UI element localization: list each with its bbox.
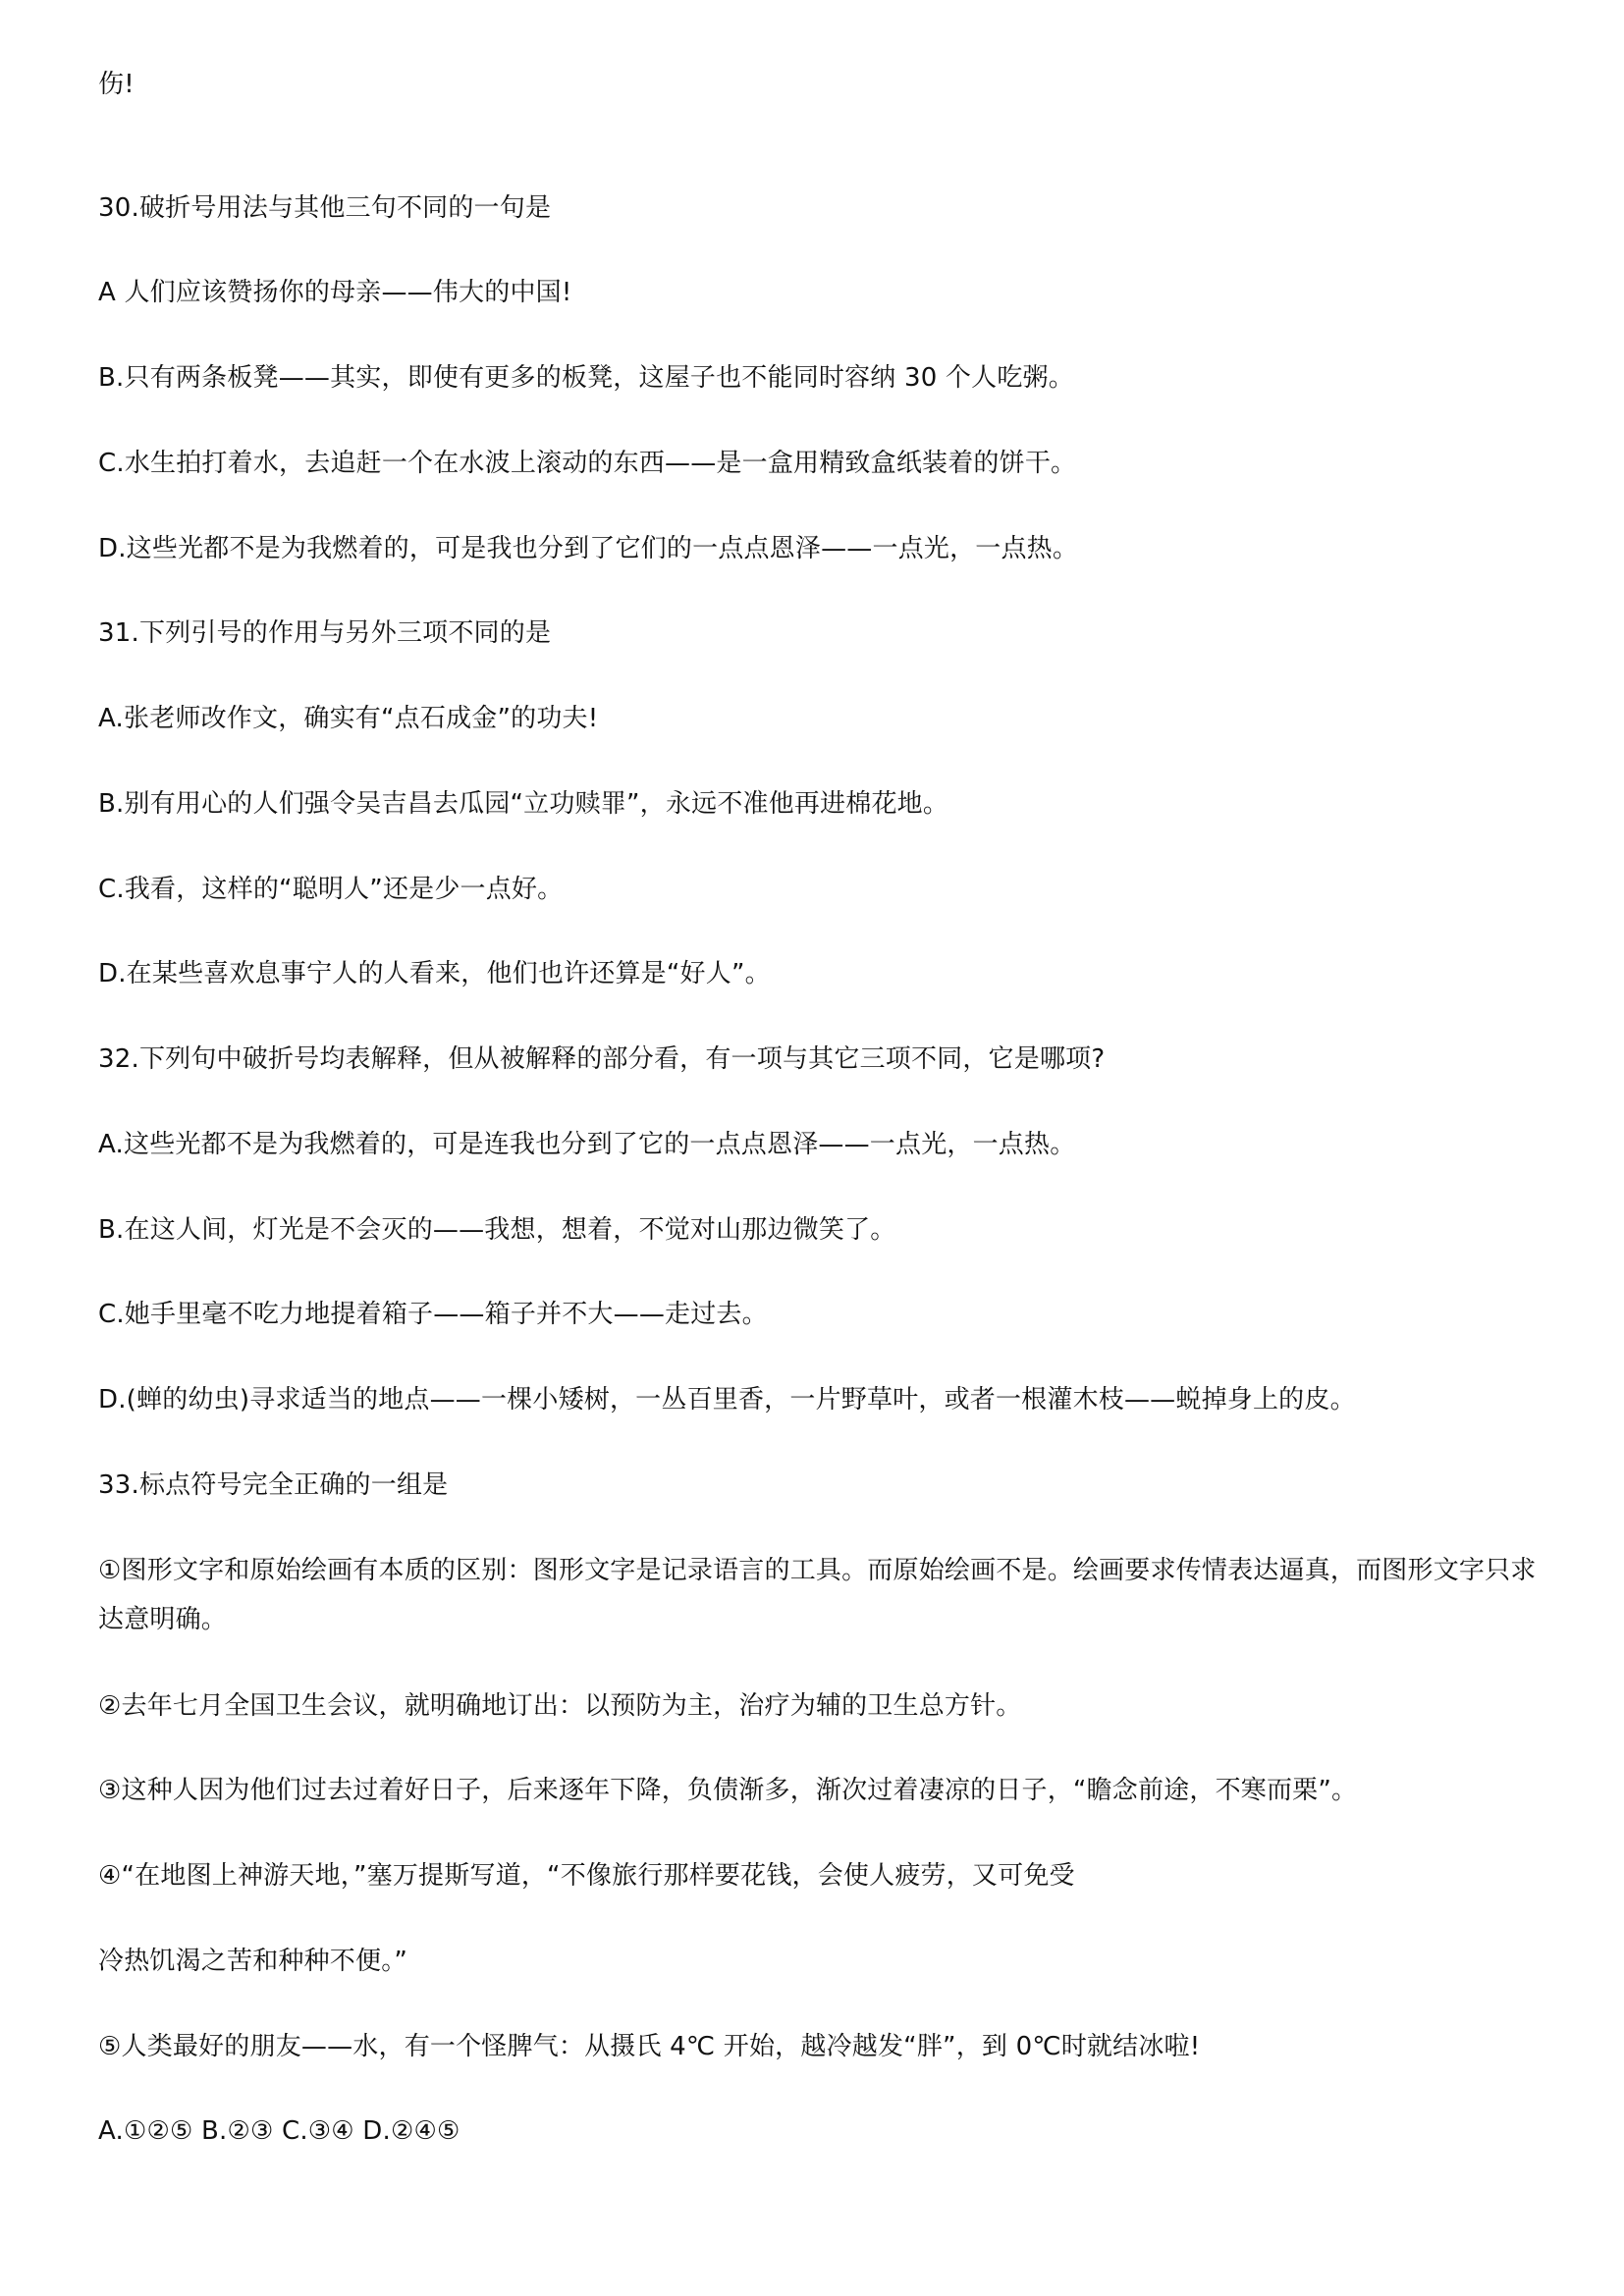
question-31-stem: 31.下列引号的作用与另外三项不同的是 <box>98 618 552 648</box>
question-31-option-b: B.别有用心的人们强令吴吉昌去瓜园“立功赎罪”，永远不准他再进棉花地。 <box>98 789 949 819</box>
question-33-stem: 33.标点符号完全正确的一组是 <box>98 1470 449 1500</box>
question-30-option-c: C.水生拍打着水，去追赶一个在水波上滚动的东西——是一盒用精致盒纸装着的饼干。 <box>98 449 1077 478</box>
question-30-option-b: B.只有两条板凳——其实，即使有更多的板凳，这屋子也不能同时容纳 30 个人吃粥。 <box>98 363 1074 393</box>
question-32-option-a: A.这些光都不是为我燃着的，可是连我也分到了它的一点点恩泽——一点光，一点热。 <box>98 1130 1076 1159</box>
question-31-option-c: C.我看，这样的“聪明人”还是少一点好。 <box>98 875 564 904</box>
question-33-item-4-continuation: 冷热饥渴之苦和种种不便。” <box>98 1947 408 1976</box>
question-32-stem: 32.下列句中破折号均表解释，但从被解释的部分看，有一项与其它三项不同，它是哪项? <box>98 1044 1106 1074</box>
question-30-stem: 30.破折号用法与其他三句不同的一句是 <box>98 193 552 223</box>
question-30-option-a: A 人们应该赞扬你的母亲——伟大的中国! <box>98 278 572 307</box>
question-32-option-c: C.她手里毫不吃力地提着箱子——箱子并不大——走过去。 <box>98 1300 768 1329</box>
question-32-option-d: D.(蝉的幼虫)寻求适当的地点——一棵小矮树，一丛百里香，一片野草叶，或者一根灌木枝——蜕掉身上的皮。 <box>98 1385 1356 1415</box>
question-33-item-3: ③这种人因为他们过去过着好日子，后来逐年下降，负债渐多，渐次过着凄凉的日子，“瞻念前途，不寒而栗”。 <box>98 1776 1358 1805</box>
question-31-option-d: D.在某些喜欢息事宁人的人看来，他们也许还算是“好人”。 <box>98 959 771 988</box>
text-line-continuation: 伤! <box>98 70 135 99</box>
question-33-item-5: ⑤人类最好的朋友——水，有一个怪脾气：从摄氏 4℃ 开始，越冷越发“胖”，到 0℃时就结冰啦! <box>98 2032 1201 2061</box>
question-32-option-b: B.在这人间，灯光是不会灭的——我想，想着，不觉对山那边微笑了。 <box>98 1215 896 1245</box>
question-33-item-2: ②去年七月全国卫生会议，就明确地订出：以预防为主，治疗为辅的卫生总方针。 <box>98 1691 1022 1721</box>
question-33-item-1: ①图形文字和原始绘画有本质的区别：图形文字是记录语言的工具。而原始绘画不是。绘画要求传情表达逼真，而图形文字只求达意明确。 <box>98 1556 1537 1634</box>
question-33-answer-options: A.①②⑤ B.②③ C.③④ D.②④⑤ <box>98 2116 460 2146</box>
question-30-option-d: D.这些光都不是为我燃着的，可是我也分到了它们的一点点恩泽——一点光，一点热。 <box>98 534 1079 563</box>
question-31-option-a: A.张老师改作文，确实有“点石成金”的功夫! <box>98 704 599 733</box>
question-33-item-4: ④“在地图上神游天地，”塞万提斯写道，“不像旅行那样要花钱，会使人疲劳，又可免受 <box>98 1861 1075 1891</box>
